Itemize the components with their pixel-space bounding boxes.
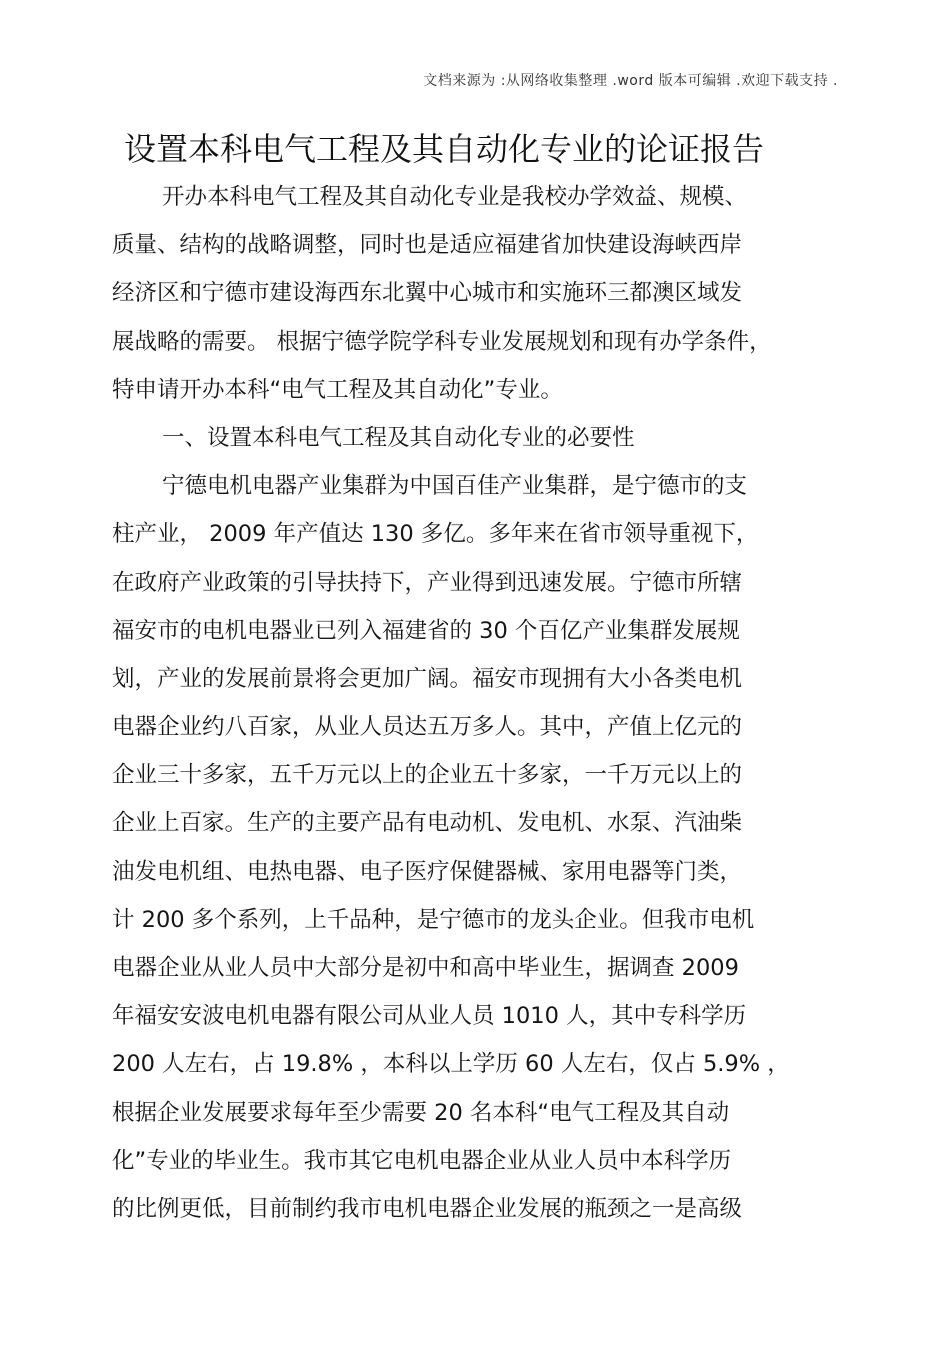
body-text-line: 质量、结构的战略调整，同时也是适应福建省加快建设海峡西岸: [112, 232, 743, 259]
body-text-line: 根据企业发展要求每年至少需要 20 名本科“电气工程及其自动: [112, 1099, 730, 1126]
body-text-line: 电器企业约八百家，从业人员达五万多人。其中，产值上亿元的: [112, 714, 743, 741]
body-text-line: 特申请开办本科“电气工程及其自动化”专业。: [112, 376, 563, 403]
body-text-line: 计 200 多个系列，上千品种，是宁德市的龙头企业。但我市电机: [112, 906, 755, 933]
body-text-line: 划，产业的发展前景将会更加广阔。福安市现拥有大小各类电机: [112, 665, 743, 692]
body-text-line: 经济区和宁德市建设海西东北翼中心城市和实施环三都澳区域发: [112, 280, 743, 307]
body-text-line: 年福安安波电机电器有限公司从业人员 1010 人，其中专科学历: [112, 1003, 747, 1030]
body-text-line: 200 人左右，占 19.8% ，本科以上学历 60 人左右，仅占 5.9% ，: [112, 1051, 790, 1078]
body-text-line: 企业三十多家，五千万元以上的企业五十多家，一千万元以上的: [112, 762, 743, 789]
body-text-line: 的比例更低，目前制约我市电机电器企业发展的瓶颈之一是高级: [112, 1195, 743, 1222]
body-text-line: 展战略的需要。 根据宁德学院学科专业发展规划和现有办学条件，: [112, 328, 772, 355]
body-text-line: 企业上百家。生产的主要产品有电动机、发电机、水泵、汽油柴: [112, 810, 743, 837]
body-text-line: 福安市的电机电器业已列入福建省的 30 个百亿产业集群发展规: [112, 617, 740, 644]
body-text-line: 开办本科电气工程及其自动化专业是我校办学效益、规模、: [162, 184, 748, 210]
document-title: 设置本科电气工程及其自动化专业的论证报告: [124, 130, 765, 168]
body-text-line: 宁德电机电器产业集群为中国百佳产业集群，是宁德市的支: [162, 473, 748, 500]
body-text-line: 柱产业， 2009 年产值达 130 多亿。多年来在省市领导重视下，: [112, 521, 759, 548]
body-text-line: 油发电机组、电热电器、电子医疗保健器械、家用电器等门类，: [112, 858, 743, 885]
body-text-line: 一、设置本科电气工程及其自动化专业的必要性: [162, 424, 635, 451]
document-body: [112, 182, 852, 1242]
source-note: 文档来源为 :从网络收集整理 .word 版本可编辑 .欢迎下载支持 .: [423, 73, 838, 89]
body-text-line: 化”专业的毕业生。我市其它电机电器企业从业人员中本科学历: [112, 1147, 732, 1174]
body-text-line: 在政府产业政策的引导扶持下，产业得到迅速发展。宁德市所辖: [112, 569, 743, 596]
body-text-line: 电器企业从业人员中大部分是初中和高中毕业生，据调查 2009: [112, 955, 739, 981]
